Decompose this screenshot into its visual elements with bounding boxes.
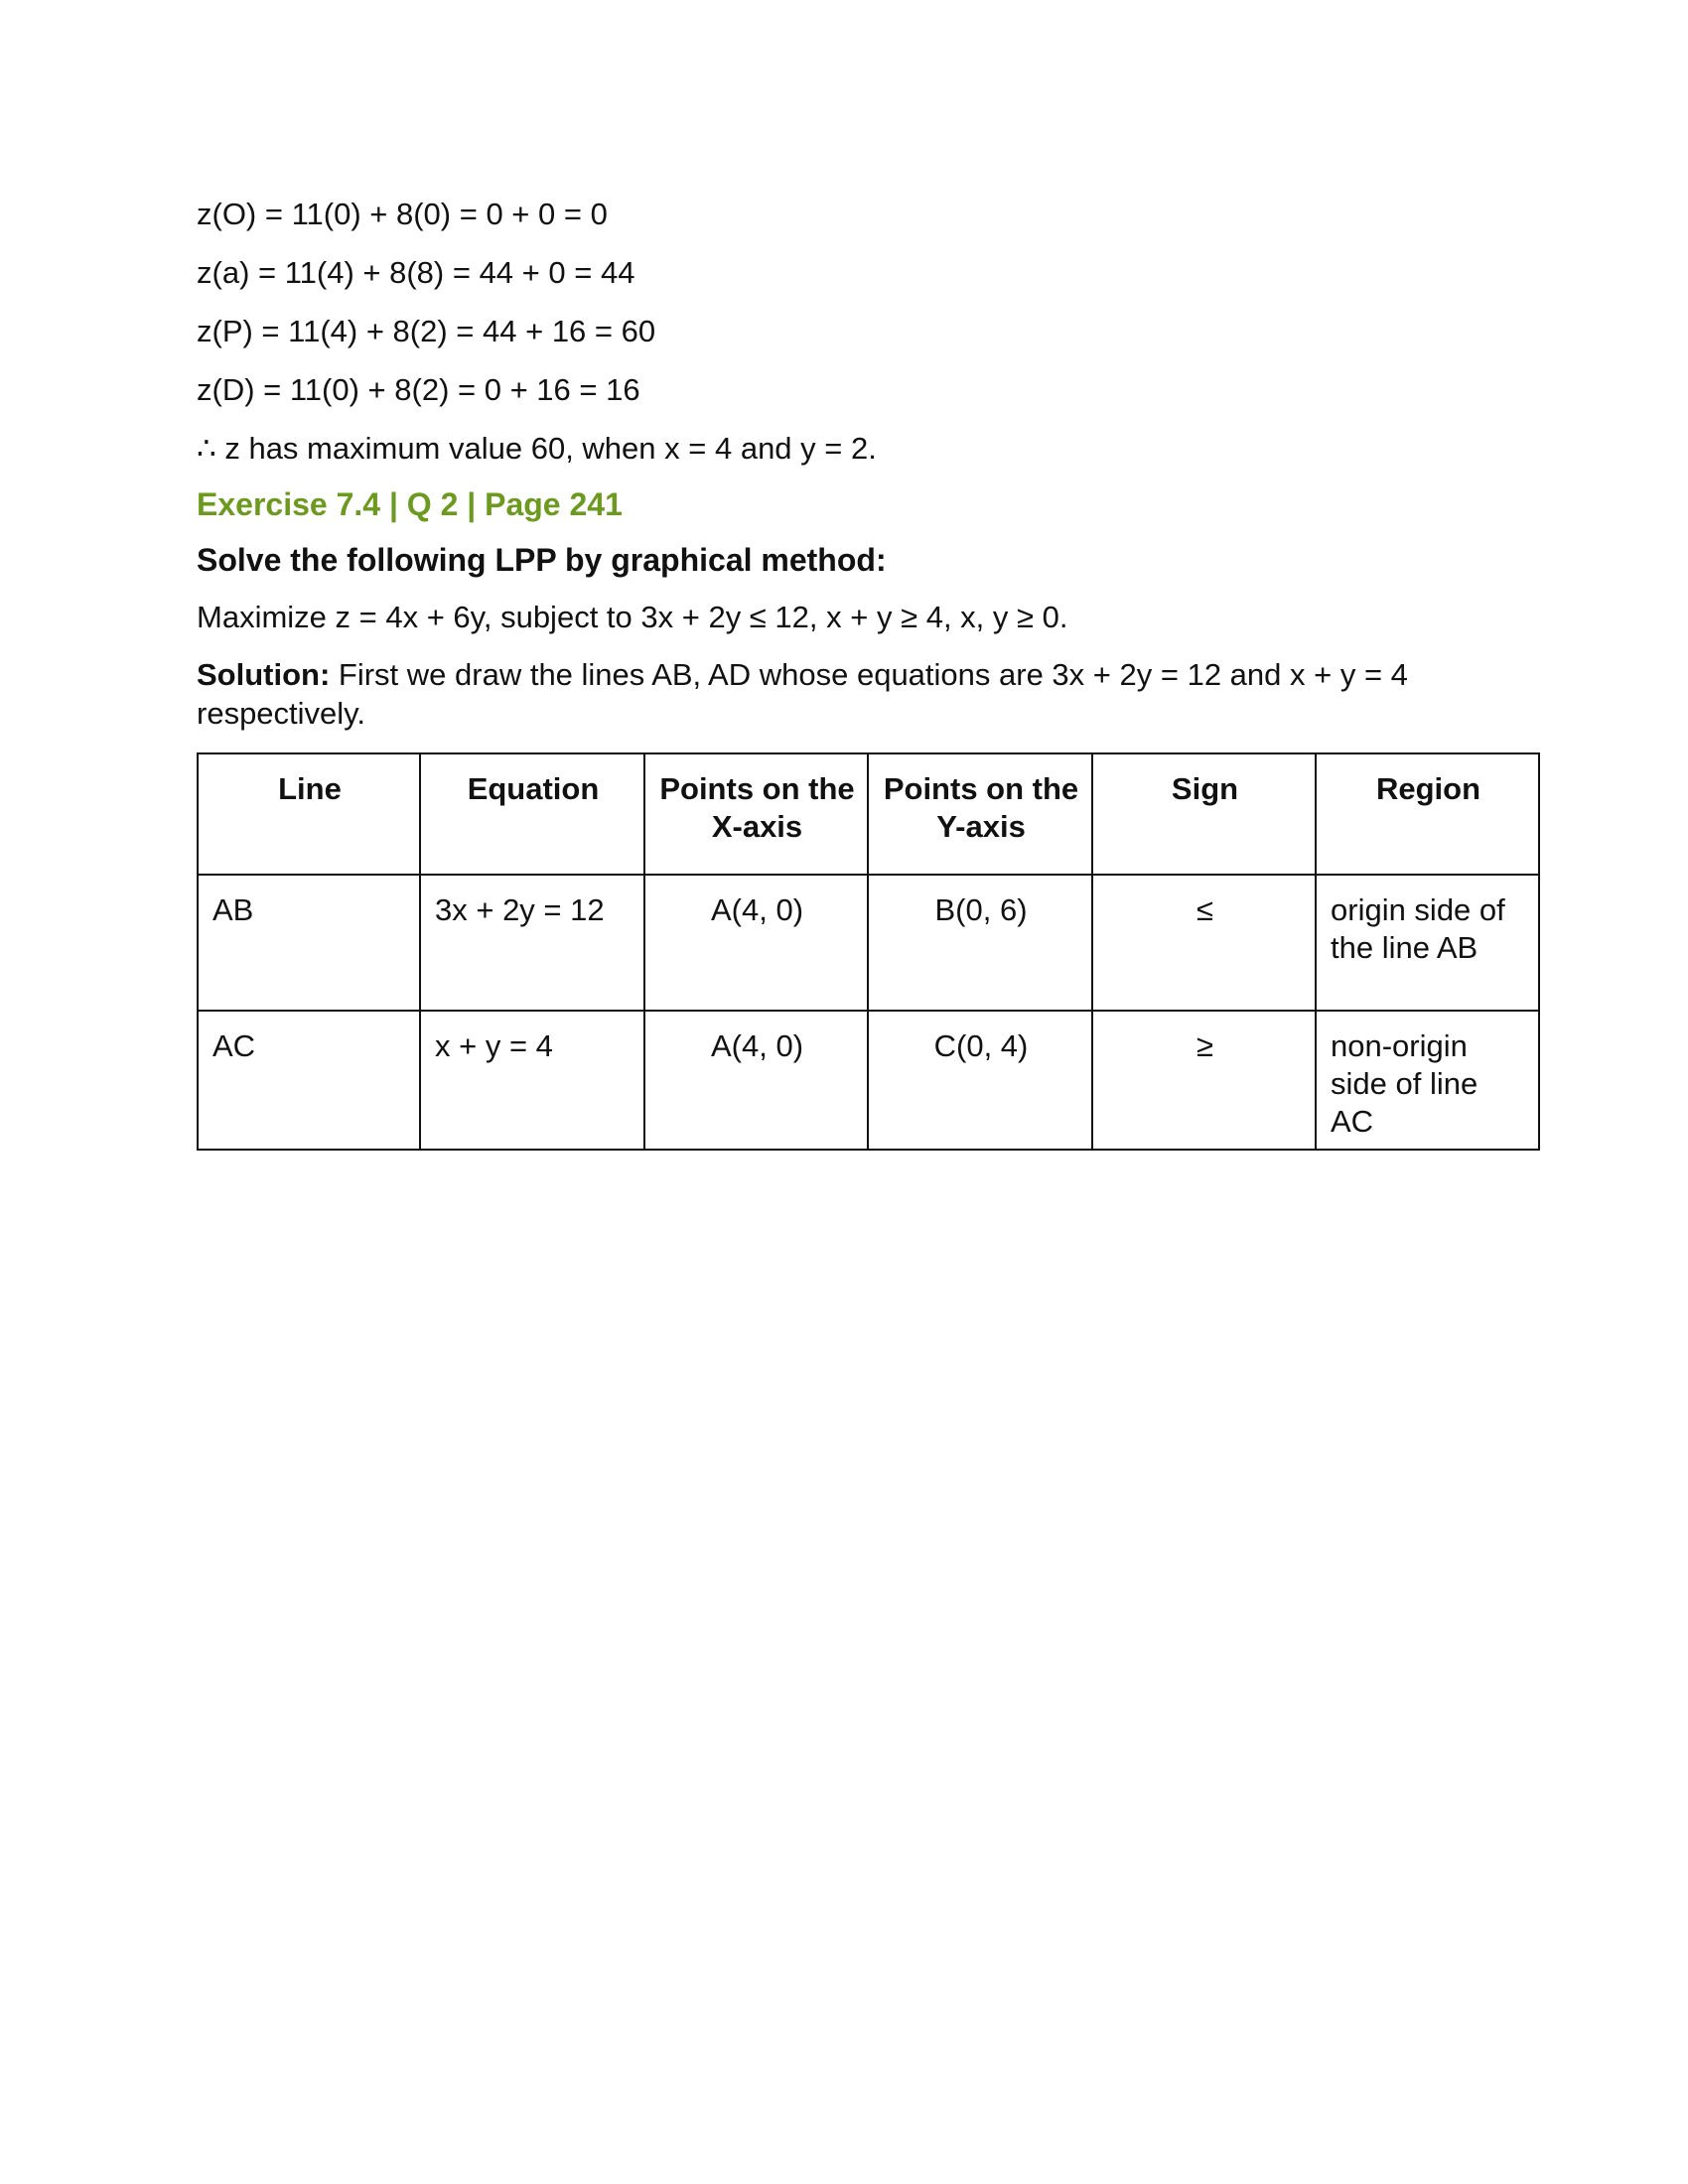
calculation-z-a: z(a) = 11(4) + 8(8) = 44 + 0 = 44: [197, 255, 635, 290]
cell-x-axis-point: A(4, 0): [644, 875, 868, 1011]
cell-sign: ≤: [1092, 875, 1316, 1011]
cell-y-axis-point: C(0, 4): [868, 1011, 1092, 1150]
cell-sign: ≥: [1092, 1011, 1316, 1150]
header-points-y-axis: Points on the Y-axis: [868, 753, 1092, 875]
cell-line: AB: [198, 875, 420, 1011]
lines-table: [197, 752, 1540, 1151]
calculation-z-d: z(D) = 11(0) + 8(2) = 0 + 16 = 16: [197, 372, 640, 407]
header-region: Region: [1316, 753, 1539, 875]
cell-equation: x + y = 4: [420, 1011, 644, 1150]
page-content: [197, 195, 1537, 1151]
table-row: [198, 1011, 1539, 1150]
header-equation: Equation: [420, 753, 644, 875]
solution-label: Solution:: [197, 657, 331, 692]
solution-body: First we draw the lines AB, AD whose equations are 3x + 2y = 12 and x + y = 4 respectively.: [197, 657, 1408, 731]
question-heading: Solve the following LPP by graphical method:: [197, 542, 887, 578]
header-sign: Sign: [1092, 753, 1316, 875]
exercise-heading: Exercise 7.4 | Q 2 | Page 241: [197, 486, 623, 522]
cell-region: non-origin side of line AC: [1316, 1011, 1539, 1150]
cell-y-axis-point: B(0, 6): [868, 875, 1092, 1011]
solution-paragraph: [197, 655, 1487, 733]
cell-region: origin side of the line AB: [1316, 875, 1539, 1011]
header-points-x-axis: Points on the X-axis: [644, 753, 868, 875]
cell-equation: 3x + 2y = 12: [420, 875, 644, 1011]
header-line: Line: [198, 753, 420, 875]
table-header-row: [198, 753, 1539, 875]
calculation-z-p: z(P) = 11(4) + 8(2) = 44 + 16 = 60: [197, 314, 656, 348]
cell-line: AC: [198, 1011, 420, 1150]
conclusion-text: ∴ z has maximum value 60, when x = 4 and y = 2.: [197, 431, 877, 466]
cell-x-axis-point: A(4, 0): [644, 1011, 868, 1150]
calculation-z-o: z(O) = 11(0) + 8(0) = 0 + 0 = 0: [197, 197, 608, 231]
problem-statement: Maximize z = 4x + 6y, subject to 3x + 2y ≤ 12, x + y ≥ 4, x, y ≥ 0.: [197, 600, 1068, 634]
table-row: [198, 875, 1539, 1011]
